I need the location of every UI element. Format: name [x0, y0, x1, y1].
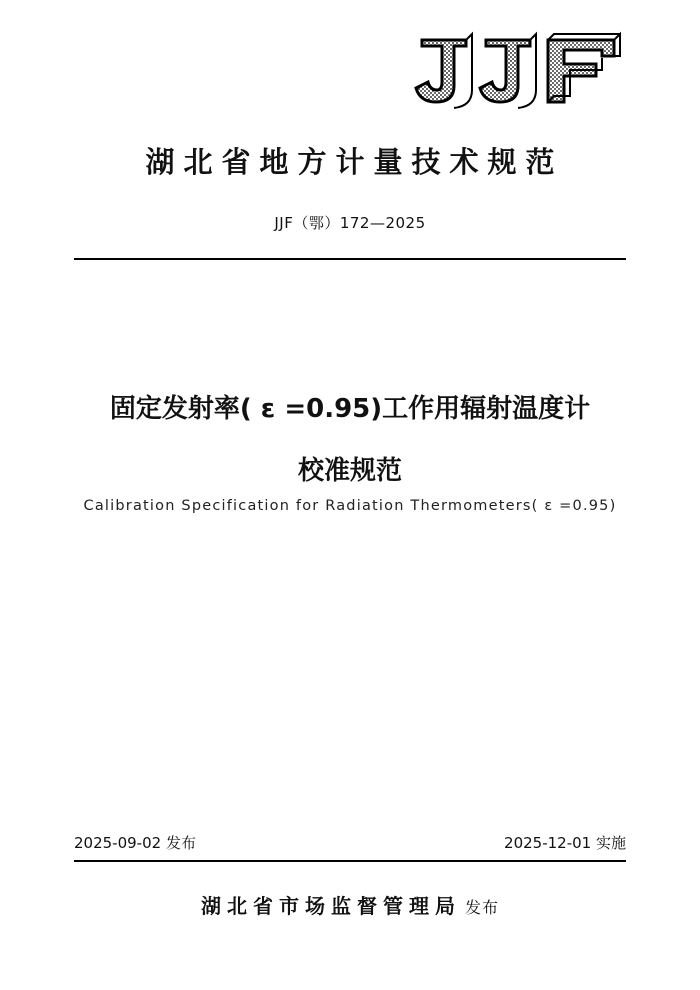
- main-title-line-1: 固定发射率( ε =0.95)工作用辐射温度计: [109, 394, 591, 424]
- standard-number: JJF（鄂）172—2025: [274, 214, 426, 232]
- effective-date: 2025-12-01 实施: [504, 834, 626, 852]
- footer-dates: [74, 832, 626, 853]
- issue-date: 2025-09-02 发布: [74, 834, 196, 852]
- header-title: 湖北省地方计量技术规范: [145, 145, 564, 179]
- top-divider: [74, 258, 626, 260]
- issuer-verb: 发布: [464, 898, 499, 917]
- jjf-logo: [408, 26, 628, 118]
- issuer-line: [0, 890, 700, 919]
- bottom-divider: [74, 860, 626, 862]
- english-title: Calibration Specification for Radiation Thermometers( ε =0.95): [83, 498, 617, 514]
- main-title: [0, 378, 700, 502]
- main-title-line-2: 校准规范: [297, 456, 402, 486]
- issuer-organization: 湖北省市场监督管理局: [200, 894, 461, 918]
